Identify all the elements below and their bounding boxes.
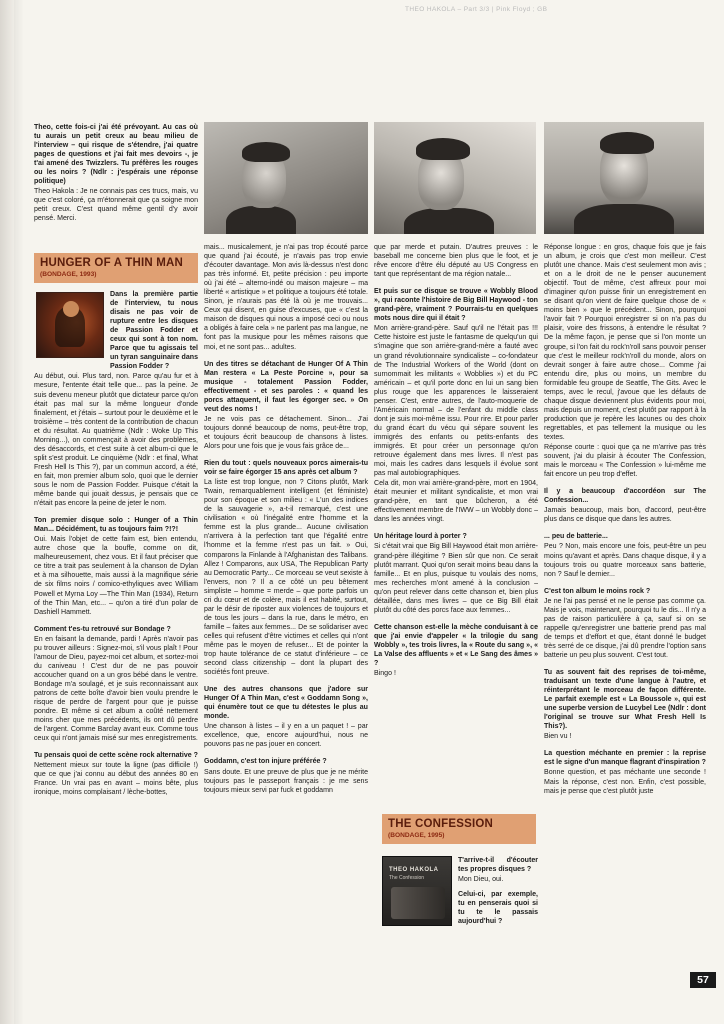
question-8: Goddamn, c'est ton injure préférée ? xyxy=(204,758,327,766)
question-5: Un des titres se détachant de Hunger Of A Thin Man restera « La Peste Porcine », pour sa musique - totalement Passion Fodder, effectivement - et ses paroles : « quand les porcs attaquent, il faut les égorger sec. » On veut des noms ! xyxy=(204,360,368,413)
question-7: Une des autres chansons que j'adore sur Hunger Of A Thin Man, c'est « Goddamn Song », qui énumère tout ce que tu détestes le plus au monde. xyxy=(204,686,368,721)
section-subtitle: (BONDAGE, 1995) xyxy=(388,832,445,839)
answer-intro: Au début, oui. Plus tard, non. Parce qu'au fur et à mesure, l'entente était telle que... pas la peine. Je suis devenu meneur plutôt que dictateur parce qu'on était pas mal sur la même longueur d'onde finalement, et j'étais – surtout pour le deuxième et le troisième – très content de la contribution de chacun et du résultat. Au quatrième (Ndlr : Woke Up This Morning...), on commençait à avoir des problèmes, des désaccords, et c'est suite à cet album-ci que le split s'est produit. Le cinquième (Ndlr : et final, What Fresh Hell Is This ?), par un commun accord, a été, en fait, mon premier album solo, quoi que le dernier sous le nom de Passion Fodder. Puisque c'était la même bande qui jouait dessus, je pensais que ce n'était pas encore la peine de jeter le nom. xyxy=(34,373,198,508)
question-10: Un héritage lourd à porter ? xyxy=(374,533,467,541)
question-17: Tu as souvent fait des reprises de toi-même, traduisant un texte d'une langue à l'autre, et réinterprétant le morceau de façon différente. Le parfait exemple est « La Boussole », qui est une superbe version de Lucybel Lee (Ndlr : dont l'original se trouve sur What Fresh Hell Is This?). xyxy=(544,669,706,731)
column-2 xyxy=(204,243,368,963)
answer-1: Theo Hakola : Je ne connais pas ces trucs, mais, vu que c'est coloré, ça m'étonnerait que ça soigne mon petit creux. C'est quand même gentil d'y avoir pensé. Merci. xyxy=(34,188,198,223)
answer-13: Réponse longue : en gros, chaque fois que je fais un album, je crois que c'est mon meilleur. C'est plutôt une chance. Mais c'est seulement mon avis ; et on a le droit de ne le penser aucunement objectif. Tout de même, c'est affreux pour moi d'imaginer qu'on puisse finir un enregistrement en se disant qu'on vient de faire quelque chose de « moins bien » que le précédent... Sinon, pourquoi l'avoir fait ? Pourquoi enregistrer si on n'a pas du plaisir, voire des frissons, à entendre le résultat ? De la même façon, je pense que si l'on monte un groupe, si l'on fait du rock'n'roll sans pouvoir penser que c'est le meilleur rock'n'roll du monde, alors on devrait songer à faire autre chose... Comme j'ai entendu dire, plus ou moins, un membre du formidable feu groupe de Seattle, The Gits. Avec le temps, avec le recul, j'avoue que les défauts de chaque disque deviennent plus évidents pour moi, mais depuis un moment, c'est plutôt par rapport à la production que je repère les lacunes ou des choix regrettables, et pas tellement la musique ou les textes. xyxy=(544,244,706,441)
answer-4-continued: mais... musicalement, je n'ai pas trop écouté parce que quand j'ai écouté, je n'avais pas trop envie d'écouter davantage. Mon avis là-dessus n'est donc pas très informé. Et, petite précision : peu importe où j'ai été – alterno-indé ou maison majeure – ma liberté « artistique » et politique a toujours été totale. Sinon, je n'aurais pas été là où je me trouvais... Ceux qui disent, en guise d'excuses, que « c'est la maison de disques qui nous a imposé ceci ou nous a obligés à faire cela » ne parlent pas ma langue, ne font pas la musique pour les mêmes raisons que moi, et ne sont pas... adultes. xyxy=(204,244,368,351)
cover-artist: THEO HAKOLA xyxy=(389,867,439,873)
answer-18: Bonne question, et pas méchante une seconde ! Mais la réponse, c'est non. Enfin, c'est possible, mais je pense que c'est plutôt juste xyxy=(544,769,706,795)
answer-15: Peu ? Non, mais encore une fois, peut-être un peu moins qu'avant et après. Dans chaque disque, il y a toujours trois ou quatre morceaux sans batterie, non ? Sauf le dernier... xyxy=(544,543,706,578)
section-subtitle: (BONDAGE, 1993) xyxy=(40,271,97,278)
answer-9: Mon arrière-grand-père. Sauf qu'il ne l'était pas !!! Cette histoire est juste le fantasme de quelqu'un qui s'imagine que son arrière-grand-mère a fauté avec un grand révolutionnaire syndicaliste – co-fondateur de The Industrial Workers of the World (dont on surnommait les militants « Wobblies ») et du PC américain – et qu'il porte donc en lui un sang bien plus rouge que les apparences le laisseraient penser. C'est, entre autres, de l'auto-moquerie de l'Américain normal – de l'enfant du middle class dont je suis moi-même issu. Pour rire. Et pour parler du grand écart du vécu qui sépare souvent les immigrés des enfants ou petits-enfants des immigrés. Et pour créer un personnage qu'on retrouve également dans mes livres. Il n'est pas moi, mais les cadres dans lesquels il évolue sont pas mal autobiographiques. xyxy=(374,325,538,478)
question-6: Rien du tout : quels nouveaux porcs aimerais-tu voir se faire égorger 15 ans après cet album ? xyxy=(204,460,368,477)
photo-portrait-2 xyxy=(374,122,536,234)
question-1: Theo, cette fois-ci j'ai été prévoyant. Au cas où tu aurais un petit creux au beau milieu de l'interview – qui risque de s'étendre, j'ai quatre pages de questions et j'ai fait mes devoirs -, je t'ai amené des Twizzlers. Tu préfères les rouges ou les noirs ? (Ndlr : j'espérais une réponse politique) xyxy=(34,124,198,186)
question-15: ... peu de batterie... xyxy=(544,533,608,541)
question-14: Il y a beaucoup d'accordéon sur The Confession... xyxy=(544,488,706,505)
answer-8: Sans doute. Et une preuve de plus que je ne mérite toujours pas le passeport français : je me sens toujours mieux servi par fuck et goddamn xyxy=(204,768,368,794)
column-3-after xyxy=(458,856,538,964)
section-title: HUNGER OF A THIN MAN xyxy=(40,257,184,269)
answer-7: Une chanson à listes – il y en a un paquet ! – par excellence, que, encore aujourd'hui, nous ne pouvons pas ne pas jouer en concert. xyxy=(204,723,368,749)
photo-portrait-1 xyxy=(204,122,368,234)
answer-2: Oui. Mais l'objet de cette faim est, bien entendu, autre chose que la bouffe, comme on dit, malheureusement, chez vous. Et il faut préciser que ce titre a trait pas seulement à la chanson de Dylan et à ma silhouette, mais aussi à la magnifique série de six films noirs / comico-ethyliques avec William Powell et Myrna Loy —The Thin Man (1934), Return of the Thin Man, etc... – qu'on a tiré d'un polar de Dashiell Hammett. xyxy=(34,536,198,616)
question-3: Comment t'es-tu retrouvé sur Bondage ? xyxy=(34,625,171,633)
answer-12: Mon Dieu, oui. xyxy=(458,876,504,884)
column-1-main xyxy=(34,290,198,962)
section-heading-hunger xyxy=(34,253,198,283)
cover-title: The Confession xyxy=(389,875,425,881)
answer-14: Jamais beaucoup, mais bon, d'accord, peut-être plus dans ce disque que dans les autres. xyxy=(544,507,706,524)
question-intro-text: Dans la première partie de l'interview, tu nous disais ne pas voir de rupture entre les disques de Passion Fodder et ceux qui sont à ton nom. Parce que tu agissais tel un tyran sanguinaire dans Passion Fodder ? xyxy=(110,291,198,371)
section-heading-confession xyxy=(382,814,536,844)
column-1-intro xyxy=(34,123,198,245)
answer-10: Si c'était vrai que Big Bill Haywood était mon arrière-grand-père illégitime ? Bien sûr que non. Ce serait plutôt marrant. Quoi qu'on serait moins beau dans la famille... Et en plus, puisque tu voulais des noms, mes recherches m'ont amené à la conclusion – qu'on peut relever dans cette chanson et, bien plus détaillée, dans mes livres – que ce Big Bill était plutôt du côté des porcs face aux femmes... xyxy=(374,543,538,614)
answer-17: Bien vu ! xyxy=(544,733,572,741)
answer-13-b: Réponse courte : quoi que ça ne m'arrive pas très souvent, j'ai du plaisir à écouter The Confession, mais le morceau « The Confession » lui-même me fait encore un peu trop d'effet. xyxy=(544,444,706,479)
question-4: Tu pensais quoi de cette scène rock alternative ? xyxy=(34,752,198,760)
album-cover-confession xyxy=(382,856,452,926)
question-2: Ton premier disque solo : Hunger of a Thin Man... Décidément, tu as toujours faim ?!?! xyxy=(34,517,198,534)
section-title: THE CONFESSION xyxy=(388,818,494,830)
gutter-shadow xyxy=(14,0,24,1024)
photo-portrait-3 xyxy=(544,122,704,234)
question-16: C'est ton album le moins rock ? xyxy=(544,587,651,595)
question-18: La question méchante en premier : la reprise est le signe d'un manque flagrant d'inspiration ? xyxy=(544,750,706,767)
answer-9-b: Cela dit, mon vrai arrière-grand-père, mort en 1904, était meunier et militant syndicaliste, et mon vrai grand-père, en tant que bûcheron, a été effectivement membre de l'IWW – un Wobbly donc – dans les années vingt. xyxy=(374,480,538,524)
answer-5: Je ne vois pas ce détachement. Sinon... J'ai toujours donné beaucoup de noms, peut-être trop, et toujours écrit beaucoup de chansons à listes. Alors pour une fois que je vous fais grâce de... xyxy=(204,415,368,450)
question-9: Et puis sur ce disque se trouve « Wobbly Blood », qui raconte l'histoire de Big Bill Haywood - ton grand-père, vraiment ? Pourrais-tu en quelques mots nous dire qui il était ? xyxy=(374,288,538,323)
question-11: Cette chanson est-elle la mèche conduisant à ce que j'ai envie d'appeler « la trilogie du sang Wobbly », tes trois livres, la « Route du sang », « La Valse des affluents » et « Le Sang des âmes » ? xyxy=(374,623,538,668)
page-number: 57 xyxy=(690,972,716,988)
answer-11: Bingo ! xyxy=(374,670,396,678)
running-head: THEO HAKOLA – Part 3/3 | Pink Floyd ; GB xyxy=(405,6,548,13)
answer-4: Nettement mieux sur toute la ligne (pas difficile !) que ce que j'ai connu au début des années 80 en France. Un vrai pas en avant – moins bête, plus ironique, moins complaisant / lèche-bottes, xyxy=(34,762,198,797)
column-3 xyxy=(374,243,538,803)
answer-16: Je ne l'ai pas pensé et ne le pense pas comme ça. Mais je vois, maintenant, pourquoi tu le dis... Il n'y a pas de raison particulière à ça, sauf si on se rappelle qu'enregistrer une batterie prend pas mal de temps et d'effort et que, étant donné le budget très serré de ce disque, j'ai dû prendre l'option sans batterie un peu plus souvent. C'est tout. xyxy=(544,597,706,659)
question-12: T'arrive-t-il d'écouter tes propres disques ? xyxy=(458,857,538,874)
answer-8-continued: que par merde et putain. D'autres preuves : le baseball me concerne bien plus que le foot, et je rêve encore d'être élu député au US Congress en tant que représentant de ma région natale... xyxy=(374,244,538,279)
answer-3: En en faisant la demande, pardi ! Après n'avoir pas pu trouver ailleurs : Signez-moi, s'il vous plaît ! Pour l'amour de Dieu, payez-moi cet album, et sortez-moi du caniveau ! C'est dur de ne pas pouvoir accoucher quand on a un gros bébé dans le ventre. Bondage m'a soulagé, et je suis reconnaissant aux patrons de cette boîte d'avoir bien voulu prendre le risque de perdre de l'argent pour que je puisse pondre. Et même si cet album a coûté nettement moins cher que mes précédents, ils ont dû perdre de l'argent. Comme Barclay avant eux. Comme tous ceux qui n'ont jamais misé sur mes enregistrements. xyxy=(34,635,198,743)
answer-6: La liste est trop longue, non ? Citons plutôt, Mark Twain, remarquablement intelligent (et féministe) pour son époque et son milieu : « L'un des indices de la sauvagerie », a-t-il remarqué, c'est une civilisation « où l'inégalité entre l'homme et la femme est la plus grande... Aucune civilisation n'arrivera à la perfection tant que l'égalité entre l'homme et la femme n'est pas un fait. » Oui, comparons la Finlande à l'Afghanistan des Talibans. Allez ! Comparons, aux USA, The Republican Party au Democratic Party... Ce morceau se veut sexiste à l'envers, non ? Il a ce côté un peu bêtement simpliste – homme = merde – que porte parfois un cri du cœur et de colère, mais il est habité, surtout, par le désir de riposter aux violences de toujours et de tous les jours – dans la rue, dans le métro, en famille – faites aux femmes... De se solidariser avec celles qui refusent d'être victimes et celles qui n'ont même pas le moyen de refuser... Et de pointer la trop haute tolérance de ce statut d'inférieure – ce second class citizenship – dont la plupart des sociétés font preuve. xyxy=(204,479,368,677)
question-13: Celui-ci, par exemple, tu en penserais quoi si tu te le passais aujourd'hui ? xyxy=(458,891,538,926)
page-gutter xyxy=(0,0,14,1024)
column-4 xyxy=(544,243,706,965)
